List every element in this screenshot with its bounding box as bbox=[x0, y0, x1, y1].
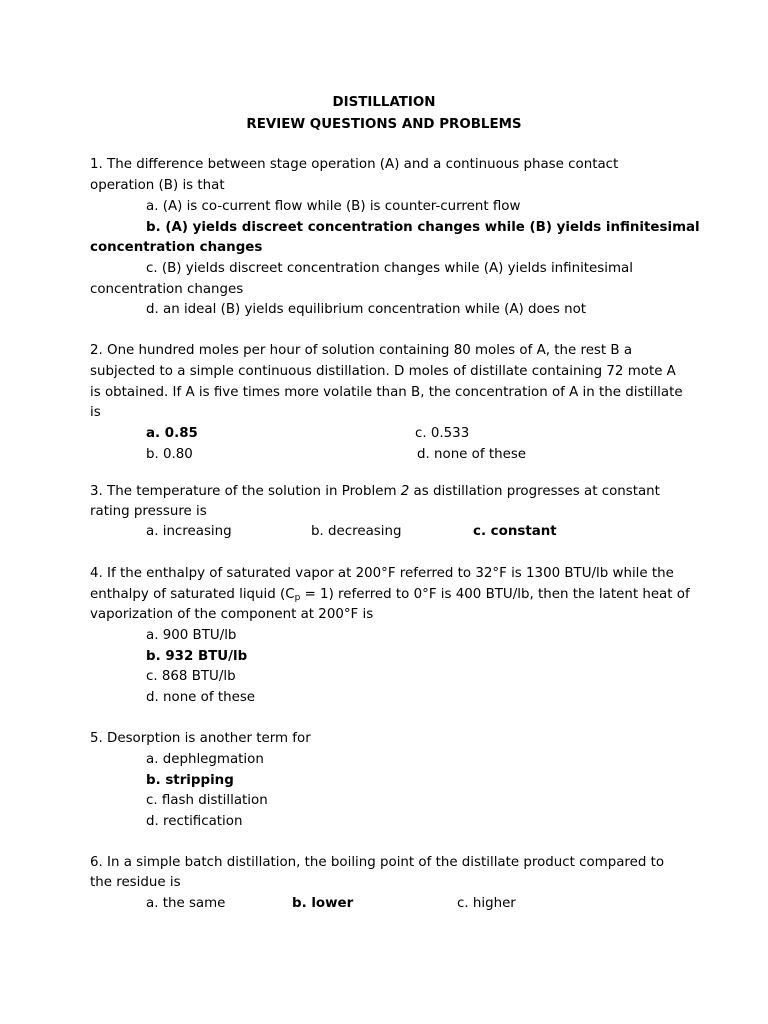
question-4-option-a: a. 900 BTU/lb bbox=[146, 628, 237, 643]
question-3-problem-ref: 2 bbox=[400, 484, 410, 499]
question-2-stem-line-1: 2. One hundred moles per hour of solution containing 80 moles of A, the rest B a bbox=[90, 343, 633, 358]
question-5-option-b: b. stripping bbox=[146, 773, 234, 788]
question-5-stem-line-1: 5. Desorption is another term for bbox=[90, 731, 311, 746]
question-3-stem-text-post: as distillation progresses at constant bbox=[409, 484, 660, 499]
question-2-stem-line-2: subjected to a simple continuous distillation. D moles of distillate containing 72 mote A bbox=[90, 364, 676, 379]
question-1-option-c-line-1: c. (B) yields discreet concentration changes while (A) yields infinitesimal bbox=[146, 261, 633, 276]
question-3-stem-text-pre: 3. The temperature of the solution in Problem bbox=[90, 484, 401, 499]
question-4-stem-line-1: 4. If the enthalpy of saturated vapor at 200°F referred to 32°F is 1300 BTU/lb while the bbox=[90, 566, 674, 581]
question-1-stem-line-1: 1. The difference between stage operation (A) and a continuous phase contact bbox=[90, 157, 619, 172]
question-1-option-a: a. (A) is co-current flow while (B) is counter-current flow bbox=[146, 199, 521, 214]
question-4-option-d: d. none of these bbox=[146, 690, 256, 705]
question-3-option-a: a. increasing bbox=[146, 524, 232, 539]
question-6-stem-line-1: 6. In a simple batch distillation, the boiling point of the distillate product compared to bbox=[90, 855, 665, 870]
question-5-option-d: d. rectification bbox=[146, 814, 243, 829]
document-subtitle: REVIEW QUESTIONS AND PROBLEMS bbox=[246, 117, 522, 132]
question-6-option-c: c. higher bbox=[457, 896, 516, 911]
question-5-option-a: a. dephlegmation bbox=[146, 752, 264, 767]
question-4-option-b: b. 932 BTU/lb bbox=[146, 649, 248, 664]
question-4-stem-line-2 bbox=[90, 585, 690, 605]
question-2-stem-line-3: is obtained. If A is five times more volatile than B, the concentration of A in the distillate bbox=[90, 385, 683, 400]
question-5-option-c: c. flash distillation bbox=[146, 793, 268, 808]
question-3-stem-line-2: rating pressure is bbox=[90, 504, 207, 519]
question-1-option-c-line-2: concentration changes bbox=[90, 282, 244, 297]
question-4-stem-line-3: vaporization of the component at 200°F is bbox=[90, 607, 374, 622]
question-3-stem-line-1 bbox=[90, 482, 660, 502]
question-1-option-b-line-1: b. (A) yields discreet concentration changes while (B) yields infinitesimal bbox=[146, 220, 700, 235]
question-2-stem-line-4: is bbox=[90, 405, 101, 420]
question-1-option-b-line-2: concentration changes bbox=[90, 240, 263, 255]
question-6-option-b: b. lower bbox=[292, 896, 354, 911]
question-1-option-d: d. an ideal (B) yields equilibrium concentration while (A) does not bbox=[146, 302, 587, 317]
question-6-stem-line-2: the residue is bbox=[90, 875, 181, 890]
question-2-option-b: b. 0.80 bbox=[146, 447, 193, 462]
question-6-option-a: a. the same bbox=[146, 896, 226, 911]
question-4-stem-text-post: = 1) referred to 0°F is 400 BTU/lb, then the latent heat of bbox=[300, 587, 690, 602]
question-4-option-c: c. 868 BTU/lb bbox=[146, 669, 236, 684]
question-2-option-a: a. 0.85 bbox=[146, 426, 198, 441]
question-2-option-c: c. 0.533 bbox=[415, 426, 470, 441]
question-3-option-c: c. constant bbox=[473, 524, 557, 539]
document-title: DISTILLATION bbox=[332, 95, 436, 110]
question-3-option-b: b. decreasing bbox=[311, 524, 402, 539]
question-4-subscript: p bbox=[294, 593, 301, 603]
question-4-stem-text-pre: enthalpy of saturated liquid (C bbox=[90, 587, 295, 602]
question-2-option-d: d. none of these bbox=[417, 447, 527, 462]
question-1-stem-line-2: operation (B) is that bbox=[90, 178, 225, 193]
